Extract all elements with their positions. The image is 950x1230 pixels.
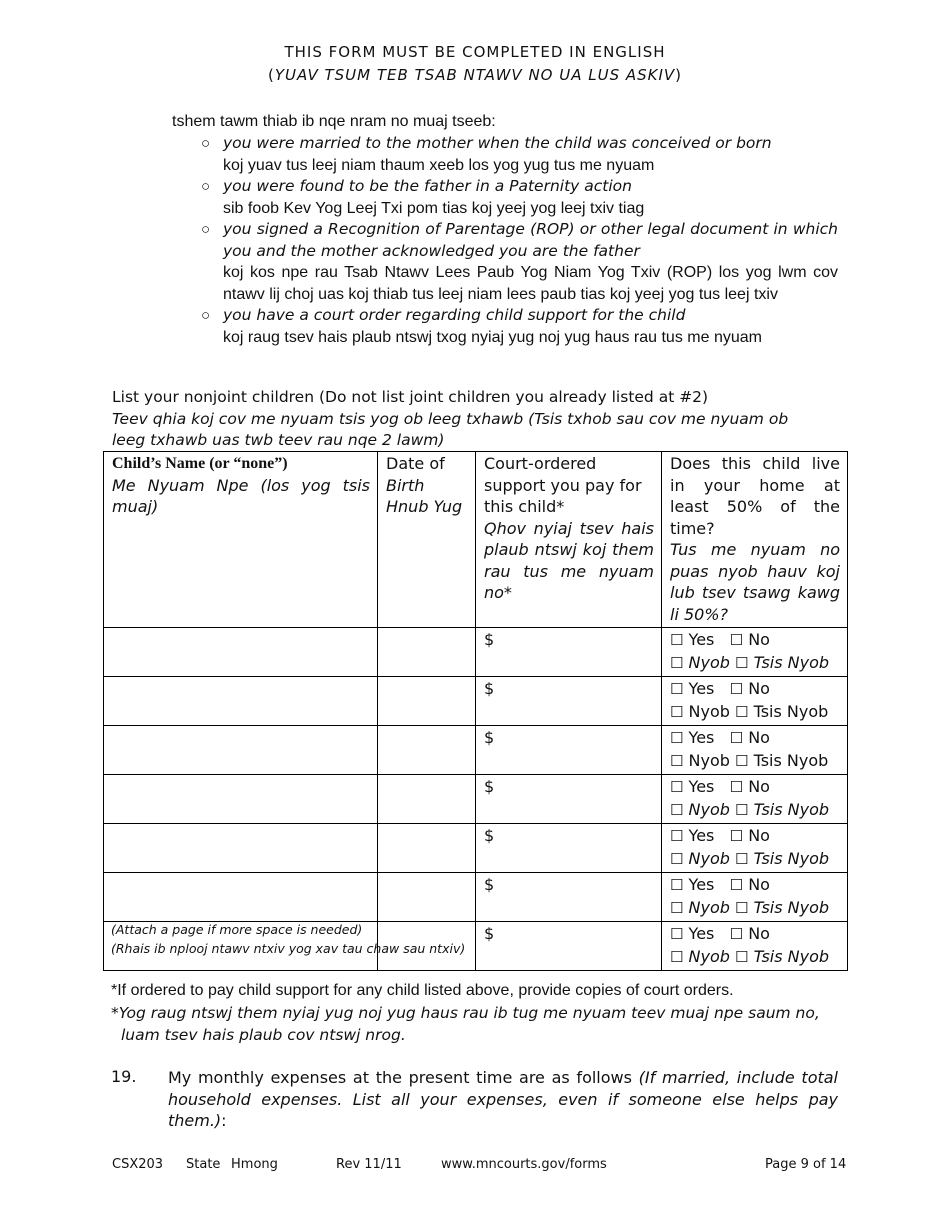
col-support-header: Court-ordered support you pay for this child* Qhov nyiaj tsev hais plaub ntswj koj them rau tus me nyuam no* xyxy=(476,452,662,628)
bullet-item: ○ you signed a Recognition of Parentage (ROP) or other legal document in which you and the mother acknowledged you are the father koj kos npe rau Tsab Ntawv Lees Paub Yog Niam Yog Txiv (ROP) los yog lwm cov ntawv lij choj uas koj thiab tus leej niam lees paub tias koj yeej yog tus leej txiv xyxy=(201,220,838,303)
no-checkbox[interactable]: ☐ xyxy=(729,876,744,894)
nyob-checkbox[interactable]: ☐ xyxy=(670,800,684,819)
table-row xyxy=(104,628,848,677)
yes-checkbox[interactable]: ☐ xyxy=(670,729,684,747)
table-row xyxy=(104,677,848,726)
lives-home-cell: ☐ Yes ☐ No ☐ Nyob ☐ Tsis Nyob xyxy=(662,677,848,726)
attach-note: (Attach a page if more space is needed) (Rhais ib nplooj ntawv ntxiv yog xav tau chaw sau ntxiv) xyxy=(111,922,466,956)
footer-state: State xyxy=(186,1157,221,1172)
no-checkbox[interactable]: ☐ xyxy=(729,631,744,649)
child-name-cell[interactable] xyxy=(104,726,378,775)
dob-cell[interactable] xyxy=(378,726,476,775)
no-checkbox[interactable]: ☐ xyxy=(729,729,744,747)
no-checkbox[interactable]: ☐ xyxy=(729,778,744,796)
lives-home-cell: ☐ Yes ☐ No ☐ Nyob ☐ Tsis Nyob xyxy=(662,824,848,873)
footer-url[interactable]: www.mncourts.gov/forms xyxy=(441,1157,607,1172)
lives-home-cell: ☐ Yes ☐ No ☐ Nyob ☐ Tsis Nyob xyxy=(662,628,848,677)
support-cell[interactable]: $ xyxy=(476,628,662,677)
support-cell[interactable]: $ xyxy=(476,873,662,922)
court-order-note-english: *If ordered to pay child support for any child listed above, provide copies of court orders. xyxy=(111,982,734,999)
yes-checkbox[interactable]: ☐ xyxy=(670,876,684,894)
court-order-note-hmong: *Yog raug ntswj them nyiaj yug noj yug haus rau ib tug me nyuam teev muaj npe saum no, luam tsev hais plaub cov ntswj nrog. xyxy=(111,1004,820,1044)
tsis-nyob-checkbox[interactable]: ☐ xyxy=(735,898,749,917)
tsis-nyob-checkbox[interactable]: ☐ xyxy=(735,653,749,672)
circle-bullet-icon: ○ xyxy=(201,307,211,324)
lives-home-cell: ☐ Yes ☐ No ☐ Nyob ☐ Tsis Nyob xyxy=(662,726,848,775)
list-heading-english: List your nonjoint children (Do not list joint children you already listed at #2) xyxy=(112,388,709,406)
support-cell[interactable]: $ xyxy=(476,677,662,726)
child-name-cell[interactable] xyxy=(104,824,378,873)
nyob-checkbox[interactable]: ☐ xyxy=(670,898,684,917)
list-heading xyxy=(112,387,802,452)
list-heading-hmong: Teev qhia koj cov me nyuam tsis yog ob leeg txhawb (Tsis txhob sau cov me nyuam ob leeg txhawb uas twb teev rau nqe 2 lawm) xyxy=(112,409,789,449)
support-cell[interactable]: $ xyxy=(476,726,662,775)
yes-checkbox[interactable]: ☐ xyxy=(670,680,684,698)
dob-cell[interactable] xyxy=(378,677,476,726)
nyob-checkbox[interactable]: ☐ xyxy=(670,653,684,672)
table-header-row xyxy=(104,452,848,628)
table-row xyxy=(104,824,848,873)
dob-cell[interactable] xyxy=(378,873,476,922)
form-header-english: THIS FORM MUST BE COMPLETED IN ENGLISH xyxy=(284,43,666,61)
dob-cell[interactable] xyxy=(378,628,476,677)
item-19-text: My monthly expenses at the present time are as follows (If married, include total household expenses. List all your expenses, even if someone else helps pay them.): xyxy=(168,1068,839,1130)
yes-checkbox[interactable]: ☐ xyxy=(670,925,684,943)
dob-cell[interactable] xyxy=(378,824,476,873)
child-name-cell[interactable] xyxy=(104,677,378,726)
child-name-cell[interactable] xyxy=(104,628,378,677)
no-checkbox[interactable]: ☐ xyxy=(729,680,744,698)
dob-cell[interactable] xyxy=(378,775,476,824)
nyob-checkbox[interactable]: ☐ xyxy=(670,751,684,770)
nyob-checkbox[interactable]: ☐ xyxy=(670,702,684,721)
support-cell[interactable]: $ xyxy=(476,775,662,824)
tsis-nyob-checkbox[interactable]: ☐ xyxy=(735,702,749,721)
circle-bullet-icon: ○ xyxy=(201,221,211,238)
tsis-nyob-checkbox[interactable]: ☐ xyxy=(735,800,749,819)
form-header-hmong: (YUAV TSUM TEB TSAB NTAWV NO UA LUS ASKIV) xyxy=(267,66,683,84)
court-order-note xyxy=(111,980,841,1046)
yes-checkbox[interactable]: ☐ xyxy=(670,827,684,845)
footer-page-number: Page 9 of 14 xyxy=(765,1157,847,1172)
nyob-checkbox[interactable]: ☐ xyxy=(670,849,684,868)
child-name-cell[interactable] xyxy=(104,873,378,922)
col-dob-header: Date of Birth Hnub Yug xyxy=(378,452,476,628)
col-child-name-header: Child’s Name (or “none”) Me Nyuam Npe (los yog tsis muaj) xyxy=(104,452,378,628)
nonjoint-children-table xyxy=(103,451,848,971)
yes-checkbox[interactable]: ☐ xyxy=(670,631,684,649)
bullet-item: ○ you were found to be the father in a Paternity action sib foob Kev Yog Leej Txi pom tias koj yeej yog leej txiv tiag xyxy=(201,177,645,217)
tsis-nyob-checkbox[interactable]: ☐ xyxy=(735,751,749,770)
footer-revision: Rev 11/11 xyxy=(336,1157,402,1172)
lives-home-cell: ☐ Yes ☐ No ☐ Nyob ☐ Tsis Nyob xyxy=(662,922,848,971)
col-lives-home-header: Does this child live in your home at least 50% of the time? Tus me nyuam no puas nyob hauv koj lub tsev tsawg kawg li 50%? xyxy=(662,452,848,628)
bullet-item: ○ you were married to the mother when the child was conceived or born koj yuav tus leej niam thaum xeeb los yog yug tus me nyuam xyxy=(201,134,772,174)
support-cell[interactable]: $ xyxy=(476,824,662,873)
table-row xyxy=(104,873,848,922)
nyob-checkbox[interactable]: ☐ xyxy=(670,947,684,966)
footer-form-number: CSX203 xyxy=(112,1157,164,1172)
no-checkbox[interactable]: ☐ xyxy=(729,925,744,943)
bullet-list xyxy=(201,133,838,348)
table-row xyxy=(104,726,848,775)
intro-text: tshem tawm thiab ib nqe nram no muaj tseeb: xyxy=(172,113,496,130)
table-row xyxy=(104,775,848,824)
footer-language: Hmong xyxy=(231,1157,278,1172)
child-name-cell[interactable] xyxy=(104,775,378,824)
item-19-number: 19. xyxy=(111,1067,137,1086)
bullet-item: ○ you have a court order regarding child support for the child koj raug tsev hais plaub ntswj txog nyiaj yug noj yug haus rau tus me nyuam xyxy=(201,306,762,346)
circle-bullet-icon: ○ xyxy=(201,178,211,195)
tsis-nyob-checkbox[interactable]: ☐ xyxy=(735,849,749,868)
circle-bullet-icon: ○ xyxy=(201,135,211,152)
lives-home-cell: ☐ Yes ☐ No ☐ Nyob ☐ Tsis Nyob xyxy=(662,775,848,824)
yes-checkbox[interactable]: ☐ xyxy=(670,778,684,796)
lives-home-cell: ☐ Yes ☐ No ☐ Nyob ☐ Tsis Nyob xyxy=(662,873,848,922)
tsis-nyob-checkbox[interactable]: ☐ xyxy=(735,947,749,966)
no-checkbox[interactable]: ☐ xyxy=(729,827,744,845)
support-cell[interactable]: $ xyxy=(476,922,662,971)
